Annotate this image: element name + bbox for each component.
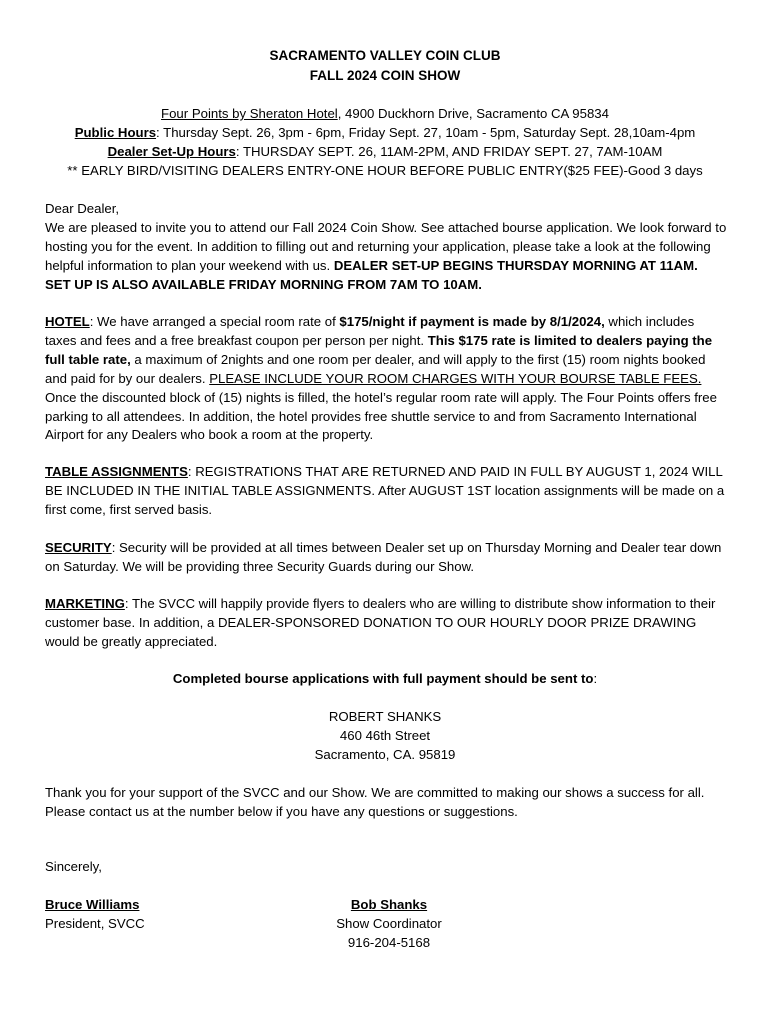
signer-right-phone: 916-204-5168: [347, 935, 431, 950]
marketing-label: MARKETING: [45, 596, 125, 611]
public-hours-line: [0, 124, 770, 143]
security-paragraph: [45, 539, 727, 577]
venue-address: , 4900 Duckhorn Drive, Sacramento CA 95834: [337, 106, 609, 121]
intro-paragraph: [45, 219, 727, 295]
setup-hours-line: [0, 143, 770, 162]
marketing-paragraph: [45, 595, 727, 652]
venue-link: Four Points by Sheraton Hotel: [161, 106, 338, 121]
hotel-text-1: : We have arranged a special room rate of: [89, 314, 340, 329]
hotel-text-2: which includes taxes and fees and a free breakfast coupon per person per night.: [45, 314, 695, 348]
thanks-paragraph: Thank you for your support of the SVCC and our Show. We are committed to making our shows a success for all. Please contact us at the number below if you have any questions or suggestions.: [45, 785, 705, 819]
table-assignments-label: TABLE ASSIGNMENTS: [45, 464, 188, 479]
marketing-text: : The SVCC will happily provide flyers to dealers who are willing to distribute show information to their customer base. In addition, a DEALER-SPONSORED DONATION TO OUR HOURLY DOOR PRIZE DRAWING would be greatly appreciated.: [45, 596, 716, 649]
setup-hours-label: Dealer Set-Up Hours: [107, 144, 236, 159]
mailing-heading: [0, 670, 770, 689]
signer-left-title: President, SVCC: [45, 916, 145, 931]
club-title: SACRAMENTO VALLEY COIN CLUB: [269, 48, 501, 63]
hotel-label: HOTEL: [45, 314, 90, 329]
signer-left-name-text: Bruce Williams: [45, 897, 140, 912]
mailing-heading-text: Completed bourse applications with full payment should be sent to: [172, 671, 594, 686]
security-label: SECURITY: [45, 540, 112, 555]
public-hours-label: Public Hours: [74, 125, 157, 140]
mailing-name: ROBERT SHANKS: [328, 709, 442, 724]
table-assignments-text: : REGISTRATIONS THAT ARE RETURNED AND PAID IN FULL BY AUGUST 1, 2024 WILL BE INCLUDED IN THE INITIAL TABLE ASSIGNMENTS. After AUGUST 1ST location assignments will be made on a first come, first served basis.: [45, 464, 725, 517]
signer-right-name-text: Bob Shanks: [350, 897, 428, 912]
early-bird-line: ** EARLY BIRD/VISITING DEALERS ENTRY-ONE HOUR BEFORE PUBLIC ENTRY($25 FEE)-Good 3 days: [67, 163, 703, 178]
security-text: : Security will be provided at all times between Dealer set up on Thursday Morning and Dealer tear down on Saturday. We will be providing three Security Guards during our Show.: [45, 540, 722, 574]
hotel-paragraph: [45, 313, 727, 445]
signer-right-title: Show Coordinator: [336, 916, 442, 931]
mailing-city: Sacramento, CA. 95819: [314, 747, 456, 762]
intro-setup-notice: DEALER SET-UP BEGINS THURSDAY MORNING AT 11AM. SET UP IS ALSO AVAILABLE FRIDAY MORNING FROM 7AM TO 10AM.: [45, 257, 698, 292]
signer-right-name: [289, 896, 489, 915]
hotel-text-4: Once the discounted block of (15) nights is filled, the hotel’s regular room rate will apply. The Four Points offers free parking to all attendees. In addition, the hotel provides free shuttle service to and from Sacramento International Airport for any Dealers who book a room at the property.: [45, 389, 717, 443]
table-assignments-paragraph: [45, 463, 727, 520]
sincerely: Sincerely,: [45, 859, 102, 874]
hotel-limit-bold: This $175 rate is limited to dealers paying the full table rate,: [45, 332, 713, 367]
intro-text: We are pleased to invite you to attend our Fall 2024 Coin Show. See attached bourse application. We look forward to hosting you for the event. In addition to filling out and returning your application, please take a look at the following helpful information to plan your weekend with us.: [45, 220, 727, 273]
show-title: FALL 2024 COIN SHOW: [309, 68, 461, 83]
hotel-room-charges-notice: PLEASE INCLUDE YOUR ROOM CHARGES WITH YOUR BOURSE TABLE FEES.: [209, 370, 702, 386]
salutation: Dear Dealer,: [45, 201, 120, 216]
hotel-text-3: a maximum of 2nights and one room per dealer, and will apply to the first (15) room nights booked and paid for by our dealers.: [45, 351, 706, 386]
public-hours-text: : Thursday Sept. 26, 3pm - 6pm, Friday Sept. 27, 10am - 5pm, Saturday Sept. 28,10am-4pm: [156, 125, 696, 140]
signer-left-name: [45, 896, 139, 915]
hotel-rate-bold: $175/night if payment is made by 8/1/2024,: [339, 314, 605, 329]
venue-line: [0, 105, 770, 124]
setup-hours-text: : THURSDAY SEPT. 26, 11AM-2PM, AND FRIDAY SEPT. 27, 7AM-10AM: [235, 144, 663, 159]
mailing-heading-colon: :: [593, 671, 598, 686]
mailing-street: 460 46th Street: [339, 728, 431, 743]
